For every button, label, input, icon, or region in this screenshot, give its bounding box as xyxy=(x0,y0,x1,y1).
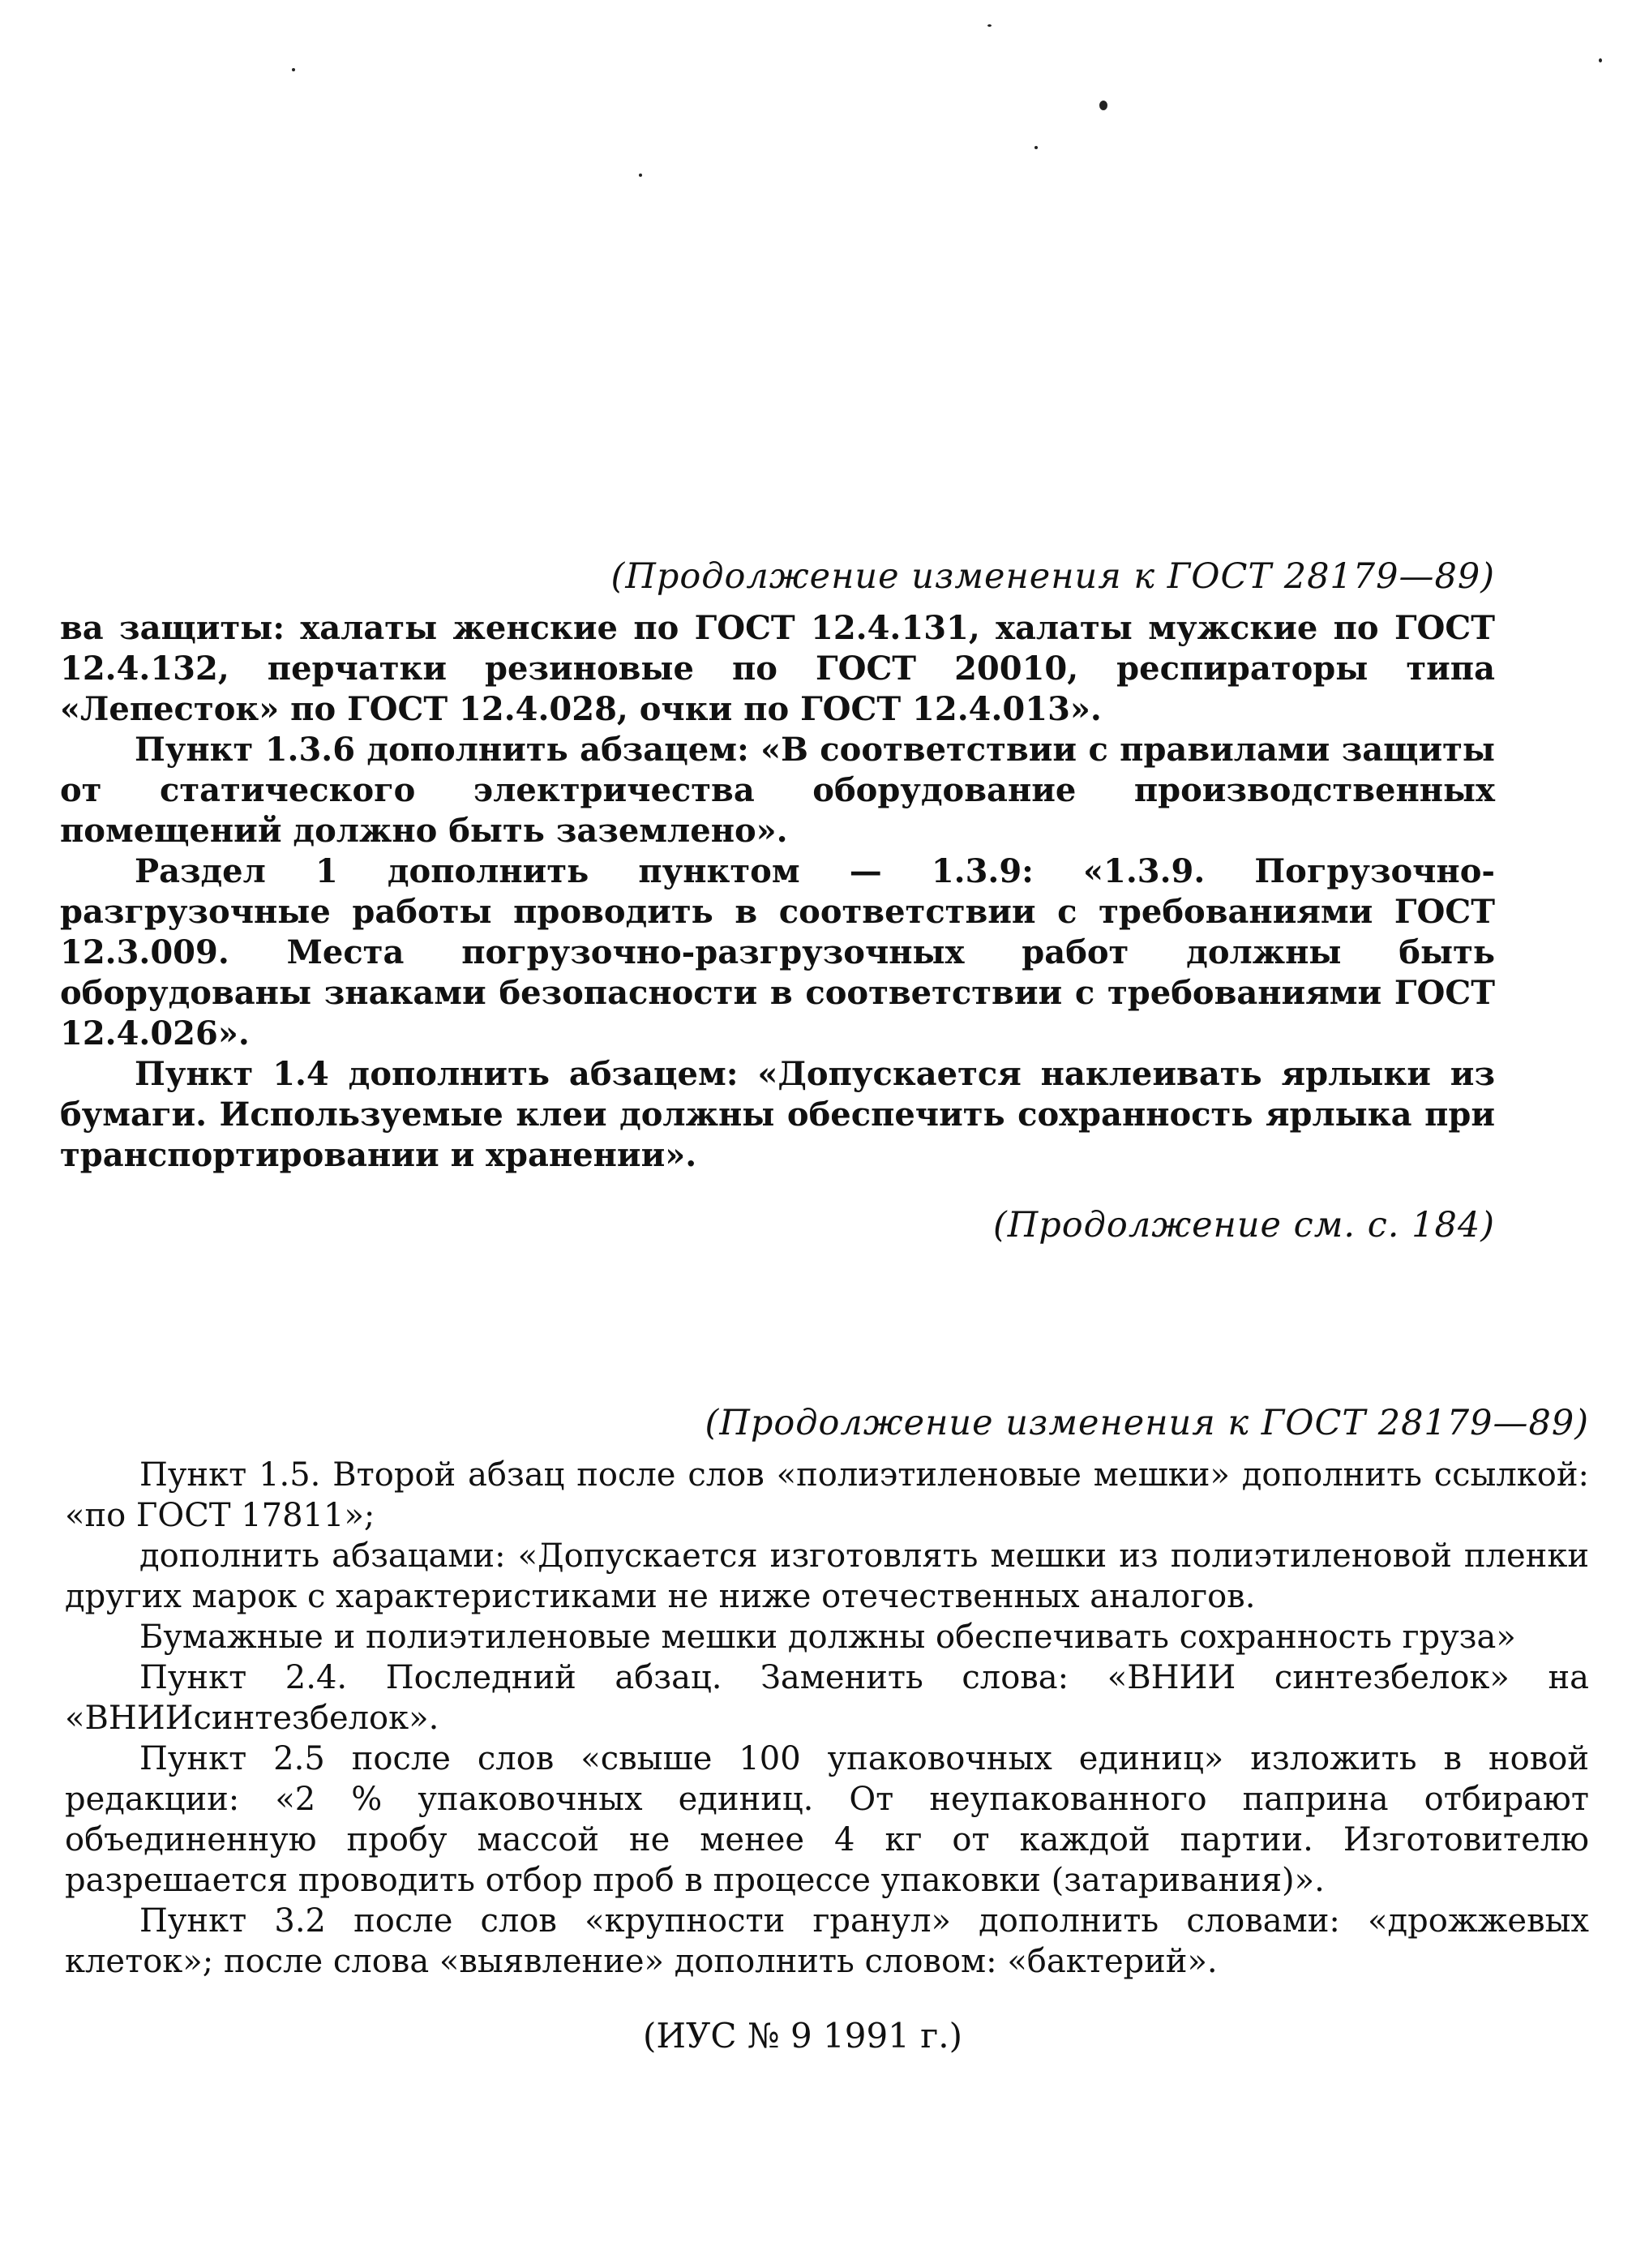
scan-speck xyxy=(1099,101,1107,110)
scan-speck xyxy=(1599,58,1602,62)
paragraph: Пункт 2.5 после слов «свыше 100 упаковочных единиц» изложить в новой редакции: «2 % упаковочных единиц. От неупакованного паприна отбирают объединенную пробу массой не менее 4 кг от каждой партии. Изготовителю разрешается проводить отбор проб в процессе упаковки (затаривания)». xyxy=(65,1740,1589,1899)
continuation-header: (Продолжение изменения к ГОСТ 28179—89) xyxy=(610,556,1495,597)
paragraph: Пункт 1.5. Второй абзац после слов «полиэтиленовые мешки» дополнить ссылкой: «по ГОСТ 17811»; xyxy=(65,1456,1589,1534)
paragraph: дополнить абзацами: «Допускается изготовлять мешки из полиэтиленовой пленки других марок с характеристиками не ниже отечественных аналогов. xyxy=(65,1537,1589,1615)
continuation-header: (Продолжение изменения к ГОСТ 28179—89) xyxy=(705,1403,1589,1443)
paragraph: Пункт 3.2 после слов «крупности гранул» дополнить словами: «дрожжевых клеток»; после слова «выявление» дополнить словом: «бактерий». xyxy=(65,1902,1589,1980)
lower-fragment xyxy=(65,1403,1589,2090)
continuation-footer: (Продолжение см. с. 184) xyxy=(992,1205,1495,1245)
upper-fragment xyxy=(60,556,1495,1280)
scan-speck xyxy=(639,174,642,177)
paragraph: Пункт 2.4. Последний абзац. Заменить слова: «ВНИИ синтезбелок» на «ВНИИсинтезбелок». xyxy=(65,1659,1589,1737)
scan-speck xyxy=(987,24,992,27)
issue-reference: (ИУС № 9 1991 г.) xyxy=(643,2016,962,2056)
scan-speck xyxy=(292,68,295,71)
paragraph: Пункт 1.3.6 дополнить абзацем: «В соответствии с правилами защиты от статического электричества оборудование производственных помещений должно быть заземлено». xyxy=(60,731,1495,850)
paragraph: Раздел 1 дополнить пунктом — 1.3.9: «1.3.9. Погрузочно-разгрузочные работы проводить в соответствии с требованиями ГОСТ 12.3.009. Места погрузочно-разгрузочных работ должны быть оборудованы знаками безопасности в соответствии с требованиями ГОСТ 12.4.026». xyxy=(60,852,1495,1053)
paragraph: ва защиты: халаты женские по ГОСТ 12.4.131, халаты мужские по ГОСТ 12.4.132, перчатки резиновые по ГОСТ 20010, респираторы типа «Лепесток» по ГОСТ 12.4.028, очки по ГОСТ 12.4.013». xyxy=(60,609,1495,728)
paragraph: Бумажные и полиэтиленовые мешки должны обеспечивать сохранность груза» xyxy=(139,1618,1516,1656)
paragraph: Пункт 1.4 дополнить абзацем: «Допускается наклеивать ярлыки из бумаги. Используемые клеи должны обеспечить сохранность ярлыка при транспортировании и хранении». xyxy=(60,1055,1495,1174)
scan-speck xyxy=(1034,146,1038,149)
